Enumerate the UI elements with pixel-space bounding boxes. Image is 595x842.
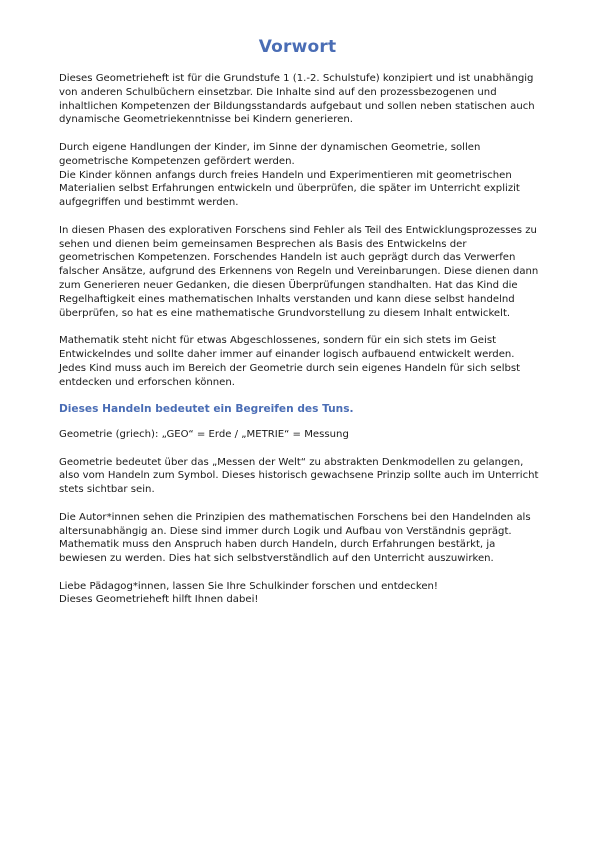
paragraph-forschen: In diesen Phasen des explorativen Forschens sind Fehler als Teil des Entwicklungsprozesses zu sehen und dienen beim gemeinsamen Besprechen als Basis des Entwickelns der geometrischen Kompetenzen. Forschendes Handeln ist auch geprägt durch das Verwerfen falscher Ansätze, aufgrund des Erkennens von Regeln und Vereinbarungen. Diese dienen dann zum Generieren neuer Gedanken, die diesen Überprüfungen standhalten. Hat das Kind die Regelhaftigkeit eines mathematischen Inhalts verstanden und kann diese selbst handelnd überprüfen, so hat es eine mathematische Grundvorstellung zu diesem Inhalt entwickelt.: [59, 224, 539, 319]
paragraph-messen: Geometrie bedeutet über das „Messen der Welt“ zu abstrakten Denkmodellen zu gelangen, also vom Handeln zum Symbol. Dieses historisch gewachsene Prinzip sollte auch im Unterricht stets sichtbar sein.: [59, 456, 539, 496]
paragraph-closing-greeting: Liebe Pädagog*innen, lassen Sie Ihre Schulkinder forschen und entdecken!: [59, 580, 438, 592]
paragraph-group-closing: [59, 580, 544, 608]
paragraph-autoren: Die Autor*innen sehen die Prinzipien des mathematischen Forschens bei den Handelnden als altersunabhängig an. Diese sind immer durch Logik und Aufbau von Verständnis geprägt. Mathematik muss den Anspruch haben durch Handeln, durch Erfahrungen bestärkt, ja bewiesen zu werden. Dies hat sich selbstverständlich auf den Unterricht auszuwirken.: [59, 511, 531, 565]
paragraph-mathematik: Mathematik steht nicht für etwas Abgeschlossenes, sondern für ein sich stets im Geist Entwickelndes und sollte daher immer auf einander logisch aufbauend entwickelt werden. Jedes Kind muss auch im Bereich der Geometrie durch sein eigenes Handeln für sich selbst entdecken und erforschen können.: [59, 335, 521, 388]
subheading: Dieses Handeln bedeutet ein Begreifen des Tuns.: [59, 403, 354, 416]
paragraph-experimentieren: Die Kinder können anfangs durch freies Handeln und Experimentieren mit geometrischen Materialien selbst Erfahrungen entwickeln und überprüfen, die später im Unterricht explizit aufgegriffen und bestimmt werden.: [59, 169, 520, 209]
body-text: [59, 72, 544, 621]
paragraph-intro: Dieses Geometrieheft ist für die Grundstufe 1 (1.-2. Schulstufe) konzipiert und ist unabhängig von anderen Schulbüchern einsetzbar. Die Inhalte sind auf den prozessbezogenen und inhaltlichen Kompetenzen der Bildungsstandards aufgebaut und sollen neben statischen auch dynamische Geometriekenntnisse bei Kindern generieren.: [59, 73, 535, 126]
paragraph-handlungen: Durch eigene Handlungen der Kinder, im Sinne der dynamischen Geometrie, sollen geometrische Kompetenzen gefördert werden.: [59, 141, 481, 167]
paragraph-group-handlungen: [59, 141, 544, 210]
paragraph-definition: Geometrie (griech): „GEO“ = Erde / „METRIE“ = Messung: [59, 428, 349, 440]
page-title: Vorwort: [258, 37, 337, 57]
paragraph-closing-note: Dieses Geometrieheft hilft Ihnen dabei!: [59, 594, 259, 606]
